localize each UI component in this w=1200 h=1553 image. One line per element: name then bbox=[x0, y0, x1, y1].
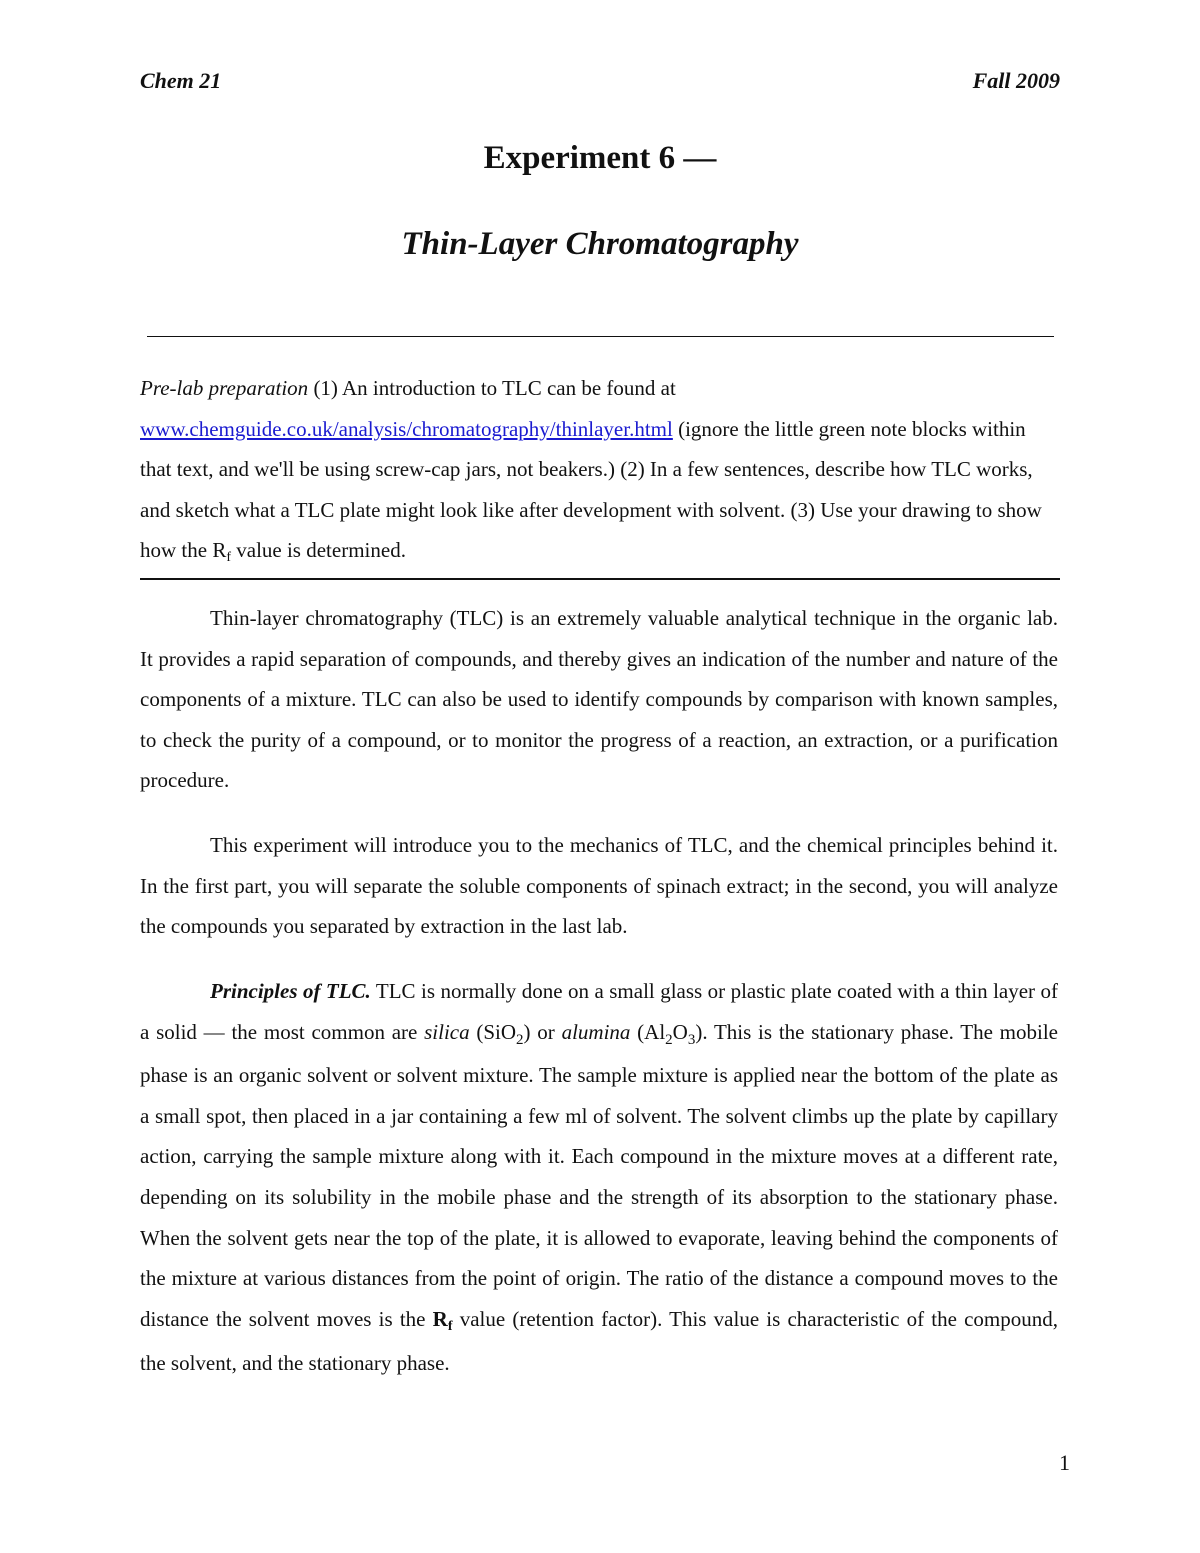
prelab-rf-subscript: f bbox=[226, 550, 231, 565]
principles-paragraph bbox=[140, 971, 1058, 1384]
page-title: Experiment 6 — bbox=[483, 140, 717, 176]
rf-symbol: R bbox=[432, 1306, 448, 1331]
header-term: Fall 2009 bbox=[972, 68, 1060, 93]
prelab-text-1: (1) An introduction to TLC can be found at bbox=[308, 376, 676, 400]
principles-heading: Principles of TLC. bbox=[210, 979, 371, 1003]
principles-text-5: O bbox=[672, 1019, 688, 1044]
prelab-label: Pre-lab preparation bbox=[140, 376, 309, 400]
title-divider bbox=[147, 336, 1054, 337]
prelab-text-3: value is determined. bbox=[231, 538, 406, 562]
header-course: Chem 21 bbox=[140, 68, 222, 93]
principles-text-4: (Al bbox=[630, 1019, 666, 1044]
rf-subscript: f bbox=[447, 1318, 453, 1334]
chemguide-link[interactable]: www.chemguide.co.uk/analysis/chromatography/thinlayer.html bbox=[140, 416, 673, 441]
principles-text-7: value (retention factor). This value is characteristic of the compound, the solvent, and the stationary phase. bbox=[140, 1306, 1058, 1376]
o-subscript: 3 bbox=[687, 1031, 696, 1048]
page-subtitle: Thin-Layer Chromatography bbox=[401, 226, 799, 262]
principles-text-6: ). This is the stationary phase. The mobile phase is an organic solvent or solvent mixture. The sample mixture is applied near the bottom of the plate as a small spot, then placed in a jar containing a few ml of solvent. The solvent climbs up the plate by capillary action, carrying the sample mixture along with it. Each compound in the mixture moves at a different rate, depending on its solubility in the mobile phase and the strength of its absorption to the stationary phase. When the solvent gets near the top of the plate, it is allowed to evaporate, leaving behind the components of the mixture at various distances from the point of origin. The ratio of the distance a compound moves to the distance the solvent moves is the bbox=[140, 1019, 1058, 1331]
prelab-divider bbox=[140, 578, 1060, 580]
prelab-section bbox=[140, 368, 1060, 575]
principles-text-3: ) or bbox=[523, 1019, 562, 1044]
al-subscript: 2 bbox=[665, 1031, 673, 1048]
principles-text-2: (SiO bbox=[469, 1019, 517, 1044]
page-number: 1 bbox=[1059, 1450, 1070, 1475]
alumina-term: alumina bbox=[561, 1019, 631, 1044]
intro-paragraph: Thin-layer chromatography (TLC) is an extremely valuable analytical technique in the organic lab. It provides a rapid separation of compounds, and thereby gives an indication of the number and nature of the components of a mixture. TLC can also be used to identify compounds by comparison with known samples, to check the purity of a compound, or to monitor the progress of a reaction, an extraction, or a purification procedure. bbox=[140, 606, 1058, 793]
silica-term: silica bbox=[424, 1019, 470, 1044]
prelab-text-2: (ignore the little green note blocks within that text, and we'll be using screw-cap jars, not beakers.) (2) In a few sentences, describe how TLC works, and sketch what a TLC plate might look like after development with solvent. (3) Use your drawing to show how the R bbox=[140, 416, 1042, 562]
sio2-subscript: 2 bbox=[516, 1031, 524, 1048]
experiment-paragraph: This experiment will introduce you to the mechanics of TLC, and the chemical principles behind it. In the first part, you will separate the soluble components of spinach extract; in the second, you will analyze the compounds you separated by extraction in the last lab. bbox=[140, 833, 1058, 939]
principles-text-1: TLC is normally done on a small glass or plastic plate coated with a thin layer of a solid — the most common are bbox=[140, 979, 1058, 1044]
